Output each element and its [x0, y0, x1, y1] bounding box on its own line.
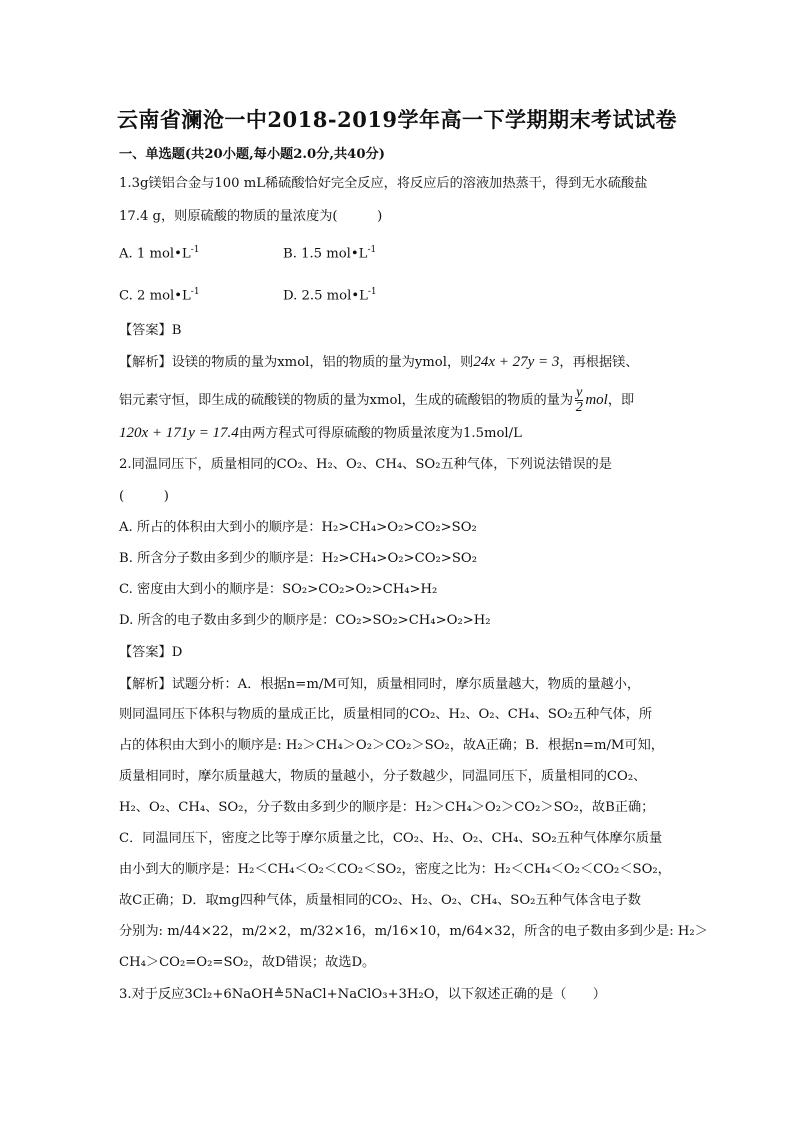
q2-explanation-line: 则同温同压下体积与物质的量成正比，质量相同的CO₂、H₂、O₂、CH₄、SO₂五种气体，所	[119, 707, 653, 722]
document-title: 云南省澜沧一中2018-2019学年高一下学期期末考试试卷	[116, 107, 678, 132]
q1-explanation-line1: 【解析】设镁的物质的量为xmol，铝的物质的量为ymol，则24x + 27y = 3，再根据镁、	[119, 354, 639, 370]
q1-option-b: B. 1.5 $mol•L^{-1}$	[283, 245, 377, 262]
q2-explanation-line: 分别为: m/44×22，m/2×2，m/32×16，m/16×10，m/64×32，所含的电子数由多到少是: H₂＞	[119, 924, 708, 939]
q2-option-b: B. 所含分子数由多到少的顺序是：H₂>CH₄>O₂>CO₂>SO₂	[119, 551, 477, 566]
q1-stem-line2: 17.4 g，则原硫酸的物质的量浓度为( )	[119, 209, 383, 224]
q2-explanation-line: C．同温同压下，密度之比等于摩尔质量之比，CO₂、H₂、O₂、CH₄、SO₂五种气体摩尔质量	[119, 831, 663, 846]
q1-answer: 【答案】B	[119, 323, 182, 338]
q2-option-c: C. 密度由大到小的顺序是：SO₂>CO₂>O₂>CH₄>H₂	[119, 582, 438, 597]
q1-explanation-line2: 铝元素守恒，即生成的硫酸镁的物质的量为xmol，生成的硫酸铝的物质的量为 $\frac{y}{2}$ mol，即	[119, 385, 635, 415]
q3-stem-line1: 3.对于反应3Cl₂+6NaOH≜5NaCl+NaClO₃+3H₂O，以下叙述正确的是（ ）	[119, 987, 606, 1002]
q2-explanation-line: 质量相同时，摩尔质量越大，物质的量越小，分子数越少，同温同压下，质量相同的CO₂、	[119, 769, 647, 784]
q1-explanation-line3: 120x + 171y = 17.4由两方程式可得原硫酸的物质量浓度为1.5mol/L	[119, 425, 522, 441]
q2-stem-line1: 2.同温同压下，质量相同的CO₂、H₂、O₂、CH₄、SO₂五种气体，下列说法错误的是	[119, 457, 612, 472]
q2-explanation-line: H₂、O₂、CH₄、SO₂，分子数由多到少的顺序是：H₂＞CH₄＞O₂＞CO₂＞SO₂，故B正确；	[119, 800, 655, 815]
q2-stem-line2: ( )	[119, 489, 169, 504]
q1-stem-line1: 1.3g镁铝合金与100 mL稀硫酸恰好完全反应，将反应后的溶液加热蒸干，得到无水硫酸盐	[119, 176, 648, 191]
equation: 24x + 27y = 3	[473, 354, 560, 370]
section-heading: 一、单选题(共20小题,每小题2.0分,共40分)	[119, 147, 385, 162]
q2-explanation-line: 占的体积由大到小的顺序是: H₂＞CH₄＞O₂＞CO₂＞SO₂，故A正确；B．根据n=m/M可知，	[119, 738, 664, 753]
q2-explanation-line: 【解析】试题分析：A．根据n=m/M可知，质量相同时，摩尔质量越大，物质的量越小，	[119, 677, 641, 692]
q2-answer: 【答案】D	[119, 645, 183, 660]
q1-option-d: D. 2.5 $mol•L^{-1}$	[283, 287, 377, 304]
fraction: $\frac{y}{2}$	[575, 385, 583, 415]
q2-option-d: D. 所含的电子数由多到少的顺序是：CO₂>SO₂>CH₄>O₂>H₂	[119, 613, 491, 628]
equation: 120x + 171y = 17.4	[119, 425, 239, 441]
q2-option-a: A. 所占的体积由大到小的顺序是：H₂>CH₄>O₂>CO₂>SO₂	[119, 520, 477, 535]
q1-option-c: C. 2 $mol•L^{-1}$	[119, 287, 200, 304]
q1-option-a: A. 1 $mol•L^{-1}$	[119, 245, 200, 262]
q2-explanation-line: 由小到大的顺序是：H₂＜CH₄＜O₂＜CO₂＜SO₂，密度之比为：H₂＜CH₄＜O₂＜CO₂＜SO₂，	[119, 862, 671, 877]
q2-explanation-line: 故C正确；D．取mg四种气体，质量相同的CO₂、H₂、O₂、CH₄、SO₂五种气体含电子数	[119, 893, 641, 908]
q2-explanation-line: CH₄＞CO₂=O₂=SO₂，故D错误；故选D。	[119, 955, 376, 970]
